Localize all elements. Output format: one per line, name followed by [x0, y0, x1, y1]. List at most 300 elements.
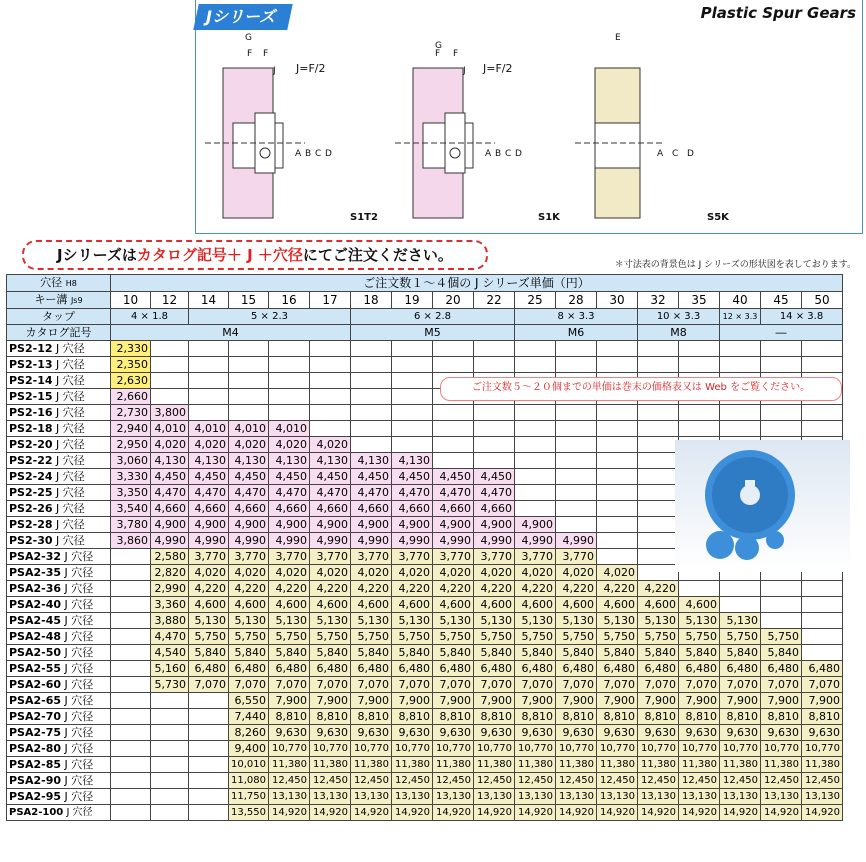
- catalog-code-suffix: J 穴径: [61, 646, 94, 659]
- empty-cell: [392, 357, 433, 373]
- formula-2: J=F/2: [483, 62, 513, 75]
- catalog-code: PS2-18: [9, 422, 53, 435]
- empty-cell: [474, 453, 515, 469]
- price-cell: 2,990: [151, 581, 189, 597]
- price-cell: 7,900: [392, 693, 433, 709]
- empty-cell: [269, 341, 310, 357]
- price-cell: 10,770: [679, 741, 720, 757]
- empty-cell: [269, 405, 310, 421]
- empty-cell: [720, 405, 761, 421]
- empty-cell: [679, 341, 720, 357]
- bore-size: 17: [310, 292, 351, 309]
- empty-cell: [638, 517, 679, 533]
- catalog-code-cell: [7, 389, 111, 405]
- price-cell: 5,840: [679, 645, 720, 661]
- price-cell: 5,750: [720, 629, 761, 645]
- price-cell: 14,920: [474, 805, 515, 821]
- price-cell: 5,750: [515, 629, 556, 645]
- price-cell: 4,450: [189, 469, 229, 485]
- empty-cell: [597, 549, 638, 565]
- price-cell: 4,600: [679, 597, 720, 613]
- price-cell: 4,990: [433, 533, 474, 549]
- price-cell: 5,750: [679, 629, 720, 645]
- keyway-size: 10 × 3.3: [638, 309, 720, 325]
- tap-size: M6: [515, 325, 638, 341]
- price-cell: 10,770: [433, 741, 474, 757]
- catalog-code-suffix: J 穴径: [61, 582, 94, 595]
- price-cell: 2,820: [151, 565, 189, 581]
- price-cell: 13,130: [720, 789, 761, 805]
- dim-label-a-1: A: [295, 149, 302, 159]
- empty-cell: [229, 405, 269, 421]
- price-cell: 13,130: [515, 789, 556, 805]
- price-cell: 14,920: [269, 805, 310, 821]
- price-cell: 4,470: [310, 485, 351, 501]
- price-cell: 4,130: [269, 453, 310, 469]
- price-cell: 4,900: [433, 517, 474, 533]
- price-cell: 4,220: [269, 581, 310, 597]
- price-cell: 3,880: [151, 613, 189, 629]
- price-cell: 4,600: [392, 597, 433, 613]
- catalog-code-cell: [7, 469, 111, 485]
- bore-size: 35: [679, 292, 720, 309]
- empty-cell: [269, 357, 310, 373]
- empty-cell: [556, 405, 597, 421]
- price-cell: 14,920: [433, 805, 474, 821]
- catalog-code-cell: [7, 693, 111, 709]
- diagram-s5k: [575, 68, 665, 218]
- price-cell: 7,070: [189, 677, 229, 693]
- empty-cell: [151, 357, 189, 373]
- empty-cell: [597, 485, 638, 501]
- catalog-code-suffix: J 穴径: [52, 470, 85, 483]
- empty-cell: [189, 725, 229, 741]
- price-cell: 4,470: [151, 485, 189, 501]
- price-cell: 4,130: [351, 453, 392, 469]
- dim-label-j-2: J: [463, 66, 466, 76]
- dim-label-d-1: D: [325, 149, 332, 159]
- catalog-code: PSA2-32: [9, 550, 62, 563]
- empty-cell: [392, 373, 433, 389]
- empty-cell: [111, 581, 151, 597]
- price-cell: 3,770: [392, 549, 433, 565]
- price-cell: 14,920: [638, 805, 679, 821]
- price-cell: 4,990: [310, 533, 351, 549]
- price-cell: 12,450: [802, 773, 843, 789]
- keyway-tolerance: Js9: [70, 296, 83, 305]
- catalog-code-suffix: J 穴径: [52, 406, 85, 419]
- price-cell: 5,130: [269, 613, 310, 629]
- price-cell: 4,020: [310, 437, 351, 453]
- empty-cell: [638, 485, 679, 501]
- price-cell: 11,380: [515, 757, 556, 773]
- price-cell: 4,900: [392, 517, 433, 533]
- empty-cell: [597, 421, 638, 437]
- catalog-code: PSA2-75: [9, 726, 62, 739]
- catalog-code: PS2-15: [9, 390, 53, 403]
- price-cell: 7,070: [679, 677, 720, 693]
- price-cell: 6,480: [515, 661, 556, 677]
- empty-cell: [433, 405, 474, 421]
- catalog-code: PSA2-85: [9, 758, 62, 771]
- price-cell: 12,450: [679, 773, 720, 789]
- price-cell: 6,480: [761, 661, 802, 677]
- price-cell: 8,810: [515, 709, 556, 725]
- dim-label-f-4: F: [453, 49, 459, 59]
- price-cell: 6,480: [679, 661, 720, 677]
- price-cell: 7,900: [310, 693, 351, 709]
- price-cell: 8,810: [474, 709, 515, 725]
- price-cell: 3,770: [229, 549, 269, 565]
- price-cell: 9,630: [720, 725, 761, 741]
- empty-cell: [111, 629, 151, 645]
- table-row: [7, 677, 843, 693]
- order-banner: [22, 240, 488, 270]
- empty-cell: [802, 581, 843, 597]
- bore-size: 32: [638, 292, 679, 309]
- price-cell: 14,920: [802, 805, 843, 821]
- empty-cell: [151, 789, 189, 805]
- price-cell: 5,840: [189, 645, 229, 661]
- empty-cell: [638, 421, 679, 437]
- catalog-code: PSA2-40: [9, 598, 62, 611]
- empty-cell: [111, 693, 151, 709]
- price-cell: 13,130: [310, 789, 351, 805]
- empty-cell: [151, 341, 189, 357]
- price-cell: 4,450: [310, 469, 351, 485]
- dim-label-c-3: C: [672, 149, 679, 159]
- table-row: [7, 405, 843, 421]
- dim-label-g-2: G: [435, 41, 442, 51]
- table-row: [7, 341, 843, 357]
- price-cell: 4,450: [229, 469, 269, 485]
- empty-cell: [310, 389, 351, 405]
- dim-label-a-3: A: [657, 149, 664, 159]
- catalog-code: PS2-25: [9, 486, 53, 499]
- empty-cell: [597, 405, 638, 421]
- price-cell: 4,600: [351, 597, 392, 613]
- keyway-size: 6 × 2.8: [351, 309, 515, 325]
- price-cell: 6,480: [351, 661, 392, 677]
- price-cell: 7,900: [269, 693, 310, 709]
- price-cell: 3,540: [111, 501, 151, 517]
- catalog-code-suffix: J 穴径: [52, 358, 85, 371]
- catalog-code-cell: [7, 709, 111, 725]
- catalog-code: PS2-22: [9, 454, 53, 467]
- empty-cell: [310, 405, 351, 421]
- keyway-label: キー溝: [34, 293, 68, 306]
- empty-cell: [556, 517, 597, 533]
- catalog-code-suffix: J 穴径: [61, 694, 94, 707]
- price-cell: 4,990: [515, 533, 556, 549]
- catalog-code-suffix: J 穴径: [61, 790, 94, 803]
- price-cell: 4,020: [474, 565, 515, 581]
- empty-cell: [474, 405, 515, 421]
- price-cell: 5,840: [638, 645, 679, 661]
- empty-cell: [638, 469, 679, 485]
- price-cell: 11,380: [638, 757, 679, 773]
- price-cell: 8,810: [802, 709, 843, 725]
- catalog-code-suffix: J 穴径: [61, 630, 94, 643]
- price-cell: 7,900: [474, 693, 515, 709]
- price-cell: 13,130: [556, 789, 597, 805]
- catalog-code-cell: [7, 437, 111, 453]
- empty-cell: [638, 341, 679, 357]
- dim-label-c-2: C: [505, 149, 512, 159]
- catalog-code-cell: [7, 357, 111, 373]
- price-cell: 7,070: [638, 677, 679, 693]
- empty-cell: [111, 661, 151, 677]
- price-cell: 4,220: [392, 581, 433, 597]
- catalog-code: PS2-26: [9, 502, 53, 515]
- price-cell: 10,770: [597, 741, 638, 757]
- catalog-code: PSA2-55: [9, 662, 62, 675]
- empty-cell: [151, 709, 189, 725]
- price-cell: 6,480: [638, 661, 679, 677]
- dim-label-f-3: F: [435, 49, 441, 59]
- empty-cell: [679, 581, 720, 597]
- price-cell: 4,220: [229, 581, 269, 597]
- price-cell: 6,550: [229, 693, 269, 709]
- empty-cell: [433, 421, 474, 437]
- price-cell: 3,770: [556, 549, 597, 565]
- empty-cell: [111, 757, 151, 773]
- price-cell: 11,750: [229, 789, 269, 805]
- price-cell: 6,480: [433, 661, 474, 677]
- empty-cell: [556, 469, 597, 485]
- empty-cell: [597, 341, 638, 357]
- catalog-code-suffix: J 穴径: [52, 422, 85, 435]
- price-cell: 2,730: [111, 405, 151, 421]
- catalog-code-cell: [7, 421, 111, 437]
- price-cell: 7,900: [515, 693, 556, 709]
- table-row: [7, 597, 843, 613]
- empty-cell: [474, 357, 515, 373]
- keyway-label-cell: [7, 292, 111, 309]
- empty-cell: [111, 773, 151, 789]
- price-cell: 4,660: [433, 501, 474, 517]
- price-cell: 7,070: [802, 677, 843, 693]
- catalog-code-cell: [7, 517, 111, 533]
- price-cell: 4,600: [474, 597, 515, 613]
- price-cell: 9,630: [556, 725, 597, 741]
- price-cell: 11,380: [433, 757, 474, 773]
- price-cell: 9,630: [392, 725, 433, 741]
- price-cell: 5,750: [474, 629, 515, 645]
- empty-cell: [597, 437, 638, 453]
- empty-cell: [638, 565, 679, 581]
- catalog-code-suffix: J 穴径: [52, 518, 85, 531]
- price-cell: 4,470: [229, 485, 269, 501]
- price-cell: 8,810: [638, 709, 679, 725]
- price-cell: 5,160: [151, 661, 189, 677]
- price-cell: 5,730: [151, 677, 189, 693]
- empty-cell: [433, 437, 474, 453]
- price-cell: 4,470: [433, 485, 474, 501]
- empty-cell: [151, 389, 189, 405]
- price-cell: 4,130: [310, 453, 351, 469]
- price-cell: 7,070: [310, 677, 351, 693]
- empty-cell: [679, 357, 720, 373]
- empty-cell: [556, 485, 597, 501]
- empty-cell: [474, 421, 515, 437]
- empty-cell: [111, 789, 151, 805]
- price-cell: 3,360: [151, 597, 189, 613]
- catalog-code-cell: [7, 773, 111, 789]
- catalog-code-suffix: J 穴径: [52, 374, 85, 387]
- dim-label-a-2: A: [485, 149, 492, 159]
- price-cell: 4,470: [474, 485, 515, 501]
- empty-cell: [597, 501, 638, 517]
- price-cell: 4,220: [351, 581, 392, 597]
- price-cell: 7,070: [351, 677, 392, 693]
- catalog-label: カタログ記号: [7, 325, 111, 341]
- diagram-s1t2: [205, 68, 305, 218]
- price-cell: 5,750: [189, 629, 229, 645]
- price-cell: 4,660: [269, 501, 310, 517]
- price-cell: 12,450: [392, 773, 433, 789]
- keyway-size: 4 × 1.8: [111, 309, 189, 325]
- table-row: [7, 581, 843, 597]
- catalog-code-suffix: J 穴径: [61, 598, 94, 611]
- empty-cell: [720, 357, 761, 373]
- empty-cell: [310, 341, 351, 357]
- price-cell: 5,130: [597, 613, 638, 629]
- bulk-price-note: ご注文数５～２０個までの単価は巻末の価格表又は Web をご覧ください。: [440, 377, 842, 401]
- price-cell: 10,770: [761, 741, 802, 757]
- price-cell: 7,440: [229, 709, 269, 725]
- price-cell: 11,380: [556, 757, 597, 773]
- price-cell: 10,770: [310, 741, 351, 757]
- empty-cell: [720, 597, 761, 613]
- price-cell: 4,020: [556, 565, 597, 581]
- price-cell: 12,450: [720, 773, 761, 789]
- price-cell: 12,450: [597, 773, 638, 789]
- price-cell: 6,480: [597, 661, 638, 677]
- catalog-code-suffix: J 穴径: [61, 566, 94, 579]
- catalog-code: PS2-28: [9, 518, 53, 531]
- catalog-code: PSA2-48: [9, 630, 62, 643]
- empty-cell: [351, 341, 392, 357]
- keyway-size: 5 × 2.3: [189, 309, 351, 325]
- tap-size: M8: [638, 325, 720, 341]
- empty-cell: [151, 757, 189, 773]
- dim-label-f-1: F: [247, 49, 253, 59]
- price-cell: 7,070: [229, 677, 269, 693]
- bore-size: 18: [351, 292, 392, 309]
- price-cell: 4,990: [269, 533, 310, 549]
- table-row: [7, 773, 843, 789]
- empty-cell: [761, 341, 802, 357]
- price-cell: 4,990: [351, 533, 392, 549]
- empty-cell: [679, 421, 720, 437]
- price-cell: 7,900: [679, 693, 720, 709]
- catalog-code-suffix: J 穴径: [52, 502, 85, 515]
- table-row: [7, 645, 843, 661]
- price-cell: 4,600: [515, 597, 556, 613]
- price-cell: 5,130: [638, 613, 679, 629]
- price-cell: 4,020: [189, 437, 229, 453]
- price-cell: 8,260: [229, 725, 269, 741]
- price-cell: 6,480: [189, 661, 229, 677]
- price-cell: 13,130: [269, 789, 310, 805]
- empty-cell: [720, 421, 761, 437]
- page-title: Plastic Spur Gears: [700, 4, 856, 22]
- price-cell: 5,130: [720, 613, 761, 629]
- price-cell: 14,920: [761, 805, 802, 821]
- bore-size: 40: [720, 292, 761, 309]
- price-cell: 4,450: [269, 469, 310, 485]
- catalog-code: PSA2-60: [9, 678, 62, 691]
- empty-cell: [351, 357, 392, 373]
- tap-size: ―: [720, 325, 843, 341]
- catalog-code-suffix: J 穴径: [61, 726, 94, 739]
- empty-cell: [515, 357, 556, 373]
- empty-cell: [310, 373, 351, 389]
- catalog-code: PS2-30: [9, 534, 53, 547]
- price-cell: 12,450: [761, 773, 802, 789]
- price-cell: 12,450: [351, 773, 392, 789]
- price-cell: 11,380: [269, 757, 310, 773]
- order-banner-part1: Jシリーズは: [57, 246, 137, 264]
- catalog-code-suffix: J 穴径: [61, 758, 94, 771]
- empty-cell: [720, 581, 761, 597]
- price-cell: 5,750: [638, 629, 679, 645]
- price-cell: 3,770: [351, 549, 392, 565]
- price-cell: 4,600: [189, 597, 229, 613]
- table-row: [7, 629, 843, 645]
- bore-size: 12: [151, 292, 189, 309]
- price-cell: 4,600: [638, 597, 679, 613]
- empty-cell: [351, 389, 392, 405]
- empty-cell: [269, 373, 310, 389]
- price-cell: 5,840: [720, 645, 761, 661]
- catalog-code-cell: [7, 629, 111, 645]
- empty-cell: [111, 677, 151, 693]
- empty-cell: [597, 533, 638, 549]
- price-cell: 4,220: [474, 581, 515, 597]
- dim-label-b-1: B: [305, 149, 312, 159]
- price-cell: 8,810: [351, 709, 392, 725]
- catalog-code-suffix: J 穴径: [52, 486, 85, 499]
- tap-label: タップ: [7, 309, 111, 325]
- gear-photo-image: [675, 440, 850, 572]
- caption-s1k: S1K: [538, 212, 560, 223]
- empty-cell: [189, 741, 229, 757]
- price-cell: 13,130: [638, 789, 679, 805]
- price-cell: 4,450: [474, 469, 515, 485]
- empty-cell: [802, 613, 843, 629]
- price-cell: 3,770: [515, 549, 556, 565]
- price-cell: 14,920: [720, 805, 761, 821]
- empty-cell: [351, 405, 392, 421]
- price-cell: 10,770: [474, 741, 515, 757]
- diagram-s1k: [395, 68, 495, 218]
- price-cell: 5,750: [269, 629, 310, 645]
- catalog-code: PSA2-65: [9, 694, 62, 707]
- price-cell: 3,770: [269, 549, 310, 565]
- price-cell: 5,130: [229, 613, 269, 629]
- price-cell: 5,130: [679, 613, 720, 629]
- price-cell: 4,470: [351, 485, 392, 501]
- price-cell: 14,920: [556, 805, 597, 821]
- catalog-code: PSA2-95: [9, 790, 62, 803]
- price-cell: 7,070: [597, 677, 638, 693]
- bore-size: 20: [433, 292, 474, 309]
- empty-cell: [720, 341, 761, 357]
- bore-size: 25: [515, 292, 556, 309]
- table-row: [7, 741, 843, 757]
